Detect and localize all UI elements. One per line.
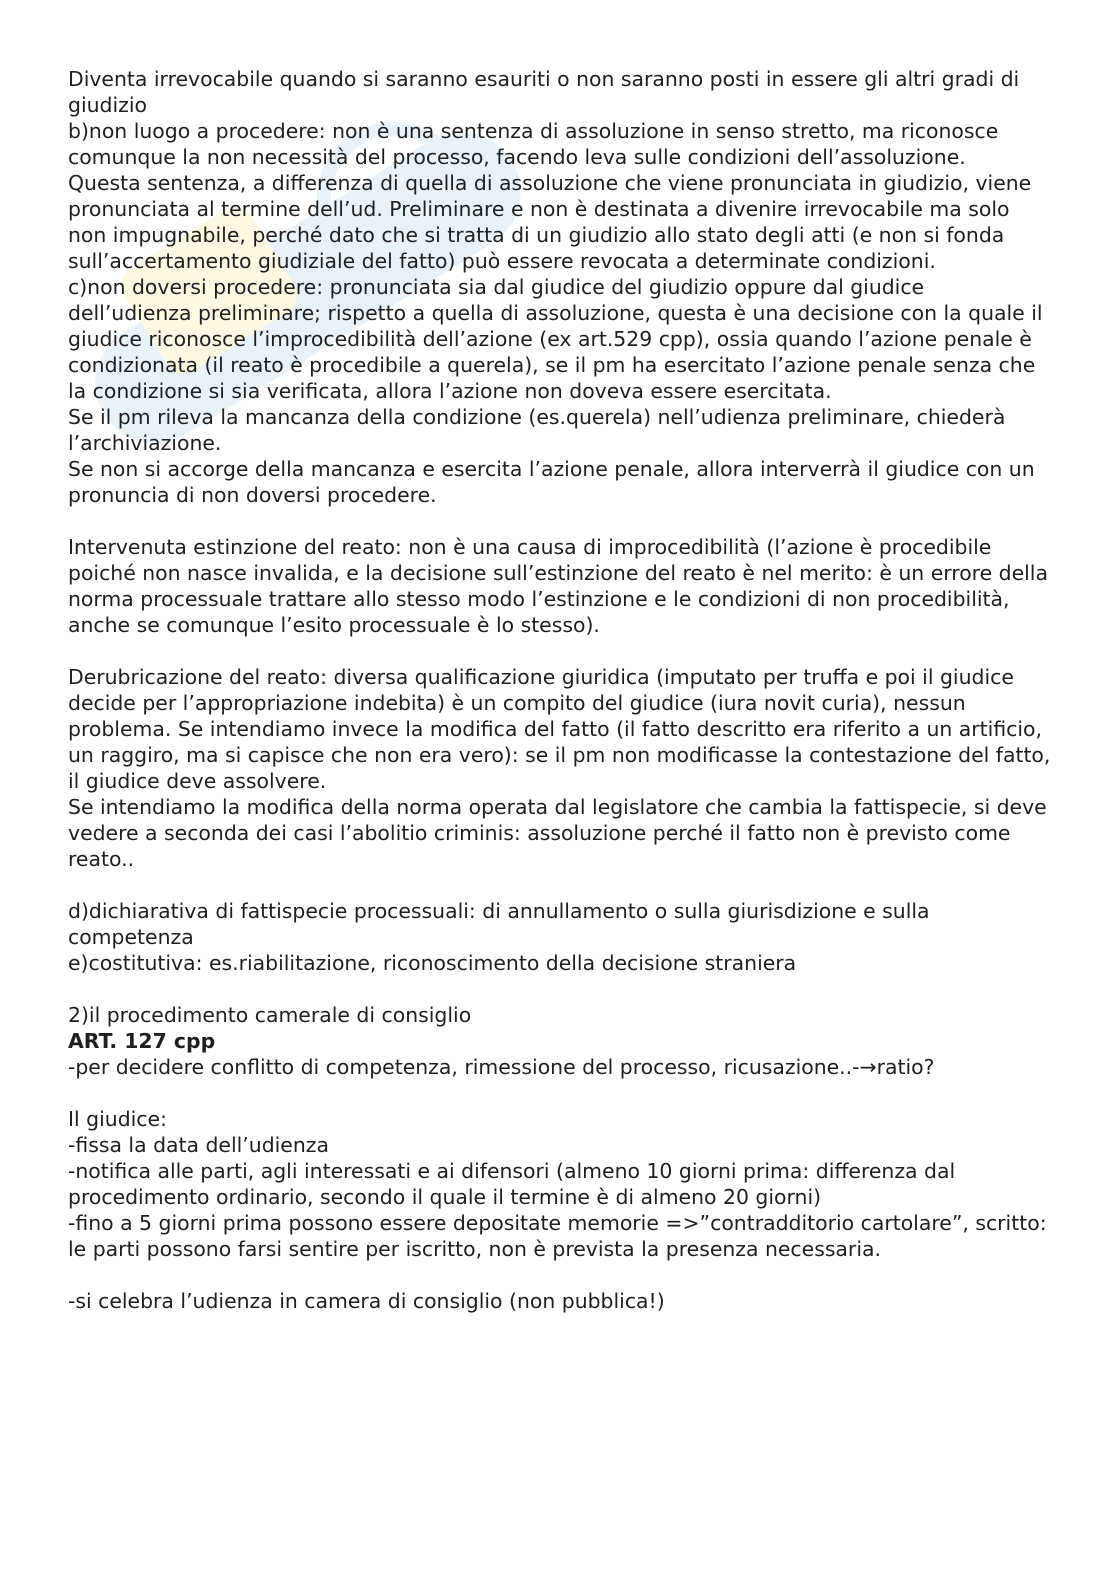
blank-line: [68, 1080, 1053, 1106]
blank-line: [68, 976, 1053, 1002]
blank-line: [68, 638, 1053, 664]
text-paragraph: Intervenuta estinzione del reato: non è una causa di improcedibilità (l’azione è procedibile poiché non nasce invalida, e la decisione sull’estinzione del reato è nel merito: è un errore della norma processuale trattare allo stesso modo l’estinzione e le condizioni di non procedibilità, anche se comunque l’esito processuale è lo stesso).: [68, 535, 1055, 637]
text-paragraph: Il giudice:: [68, 1107, 167, 1131]
text-paragraph: Derubricazione del reato: diversa qualificazione giuridica (imputato per truffa e poi il giudice decide per l’appropriazione indebita) è un compito del giudice (iura novit curia), nessun problema. Se intendiamo invece la modifica del fatto (il fatto descritto era riferito a un artificio, un raggiro, ma si capisce che non era vero): se il pm non modificasse la contestazione del fatto, il giudice deve assolvere.: [68, 665, 1057, 793]
document-page: [68, 66, 1057, 1314]
blank-line: [68, 1262, 1053, 1288]
section-heading: ART. 127 cpp: [68, 1029, 216, 1053]
text-paragraph: c)non doversi procedere: pronunciata sia dal giudice del giudizio oppure dal giudice dell’udienza preliminare; rispetto a quella di assoluzione, questa è una decisione con la quale il giudice riconosce l’improcedibilità dell’azione (ex art.529 cpp), ossia quando l’azione penale è condizionata (il reato è procedibile a querela), se il pm ha esercitato l’azione penale senza che la condizione si sia verificata, allora l’azione non doveva essere esercitata.: [68, 275, 1050, 403]
text-paragraph: -si celebra l’udienza in camera di consiglio (non pubblica!): [68, 1289, 665, 1313]
text-paragraph: Questa sentenza, a differenza di quella di assoluzione che viene pronunciata in giudizio, viene pronunciata al termine dell’ud. Preliminare e non è destinata a divenire irrevocabile ma solo non impugnabile, perché dato che si tratta di un giudizio allo stato degli atti (e non si fonda sull’accertamento giudiziale del fatto) può essere revocata a determinate condizioni.: [68, 171, 1038, 273]
text-paragraph: -fissa la data dell’udienza: [68, 1133, 329, 1157]
text-paragraph: Diventa irrevocabile quando si saranno esauriti o non saranno posti in essere gli altri gradi di giudizio: [68, 67, 1026, 117]
text-paragraph: -notifica alle parti, agli interessati e ai difensori (almeno 10 giorni prima: differenza dal procedimento ordinario, secondo il quale il termine è di almeno 20 giorni): [68, 1159, 962, 1209]
text-paragraph: b)non luogo a procedere: non è una sentenza di assoluzione in senso stretto, ma riconosce comunque la non necessità del processo, facendo leva sulle condizioni dell’assoluzione.: [68, 119, 1005, 169]
text-paragraph: Se il pm rileva la mancanza della condizione (es.querela) nell’udienza preliminare, chiederà l’archiviazione.: [68, 405, 1012, 455]
text-paragraph: 2)il procedimento camerale di consiglio: [68, 1003, 472, 1027]
text-paragraph: -fino a 5 giorni prima possono essere depositate memorie =>”contradditorio cartolare”, scritto: le parti possono farsi sentire per iscritto, non è prevista la presenza necessaria.: [68, 1211, 1054, 1261]
text-paragraph: e)costitutiva: es.riabilitazione, riconoscimento della decisione straniera: [68, 951, 797, 975]
text-paragraph: d)dichiarativa di fattispecie processuali: di annullamento o sulla giurisdizione e sulla competenza: [68, 899, 937, 949]
blank-line: [68, 872, 1053, 898]
blank-line: [68, 508, 1053, 534]
text-paragraph: -per decidere conflitto di competenza, rimessione del processo, ricusazione..-→ratio?: [68, 1055, 935, 1079]
text-paragraph: Se intendiamo la modifica della norma operata dal legislatore che cambia la fattispecie, si deve vedere a seconda dei casi l’abolitio criminis: assoluzione perché il fatto non è previsto come reato..: [68, 795, 1054, 871]
text-paragraph: Se non si accorge della mancanza e esercita l’azione penale, allora interverrà il giudice con un pronuncia di non doversi procedere.: [68, 457, 1042, 507]
